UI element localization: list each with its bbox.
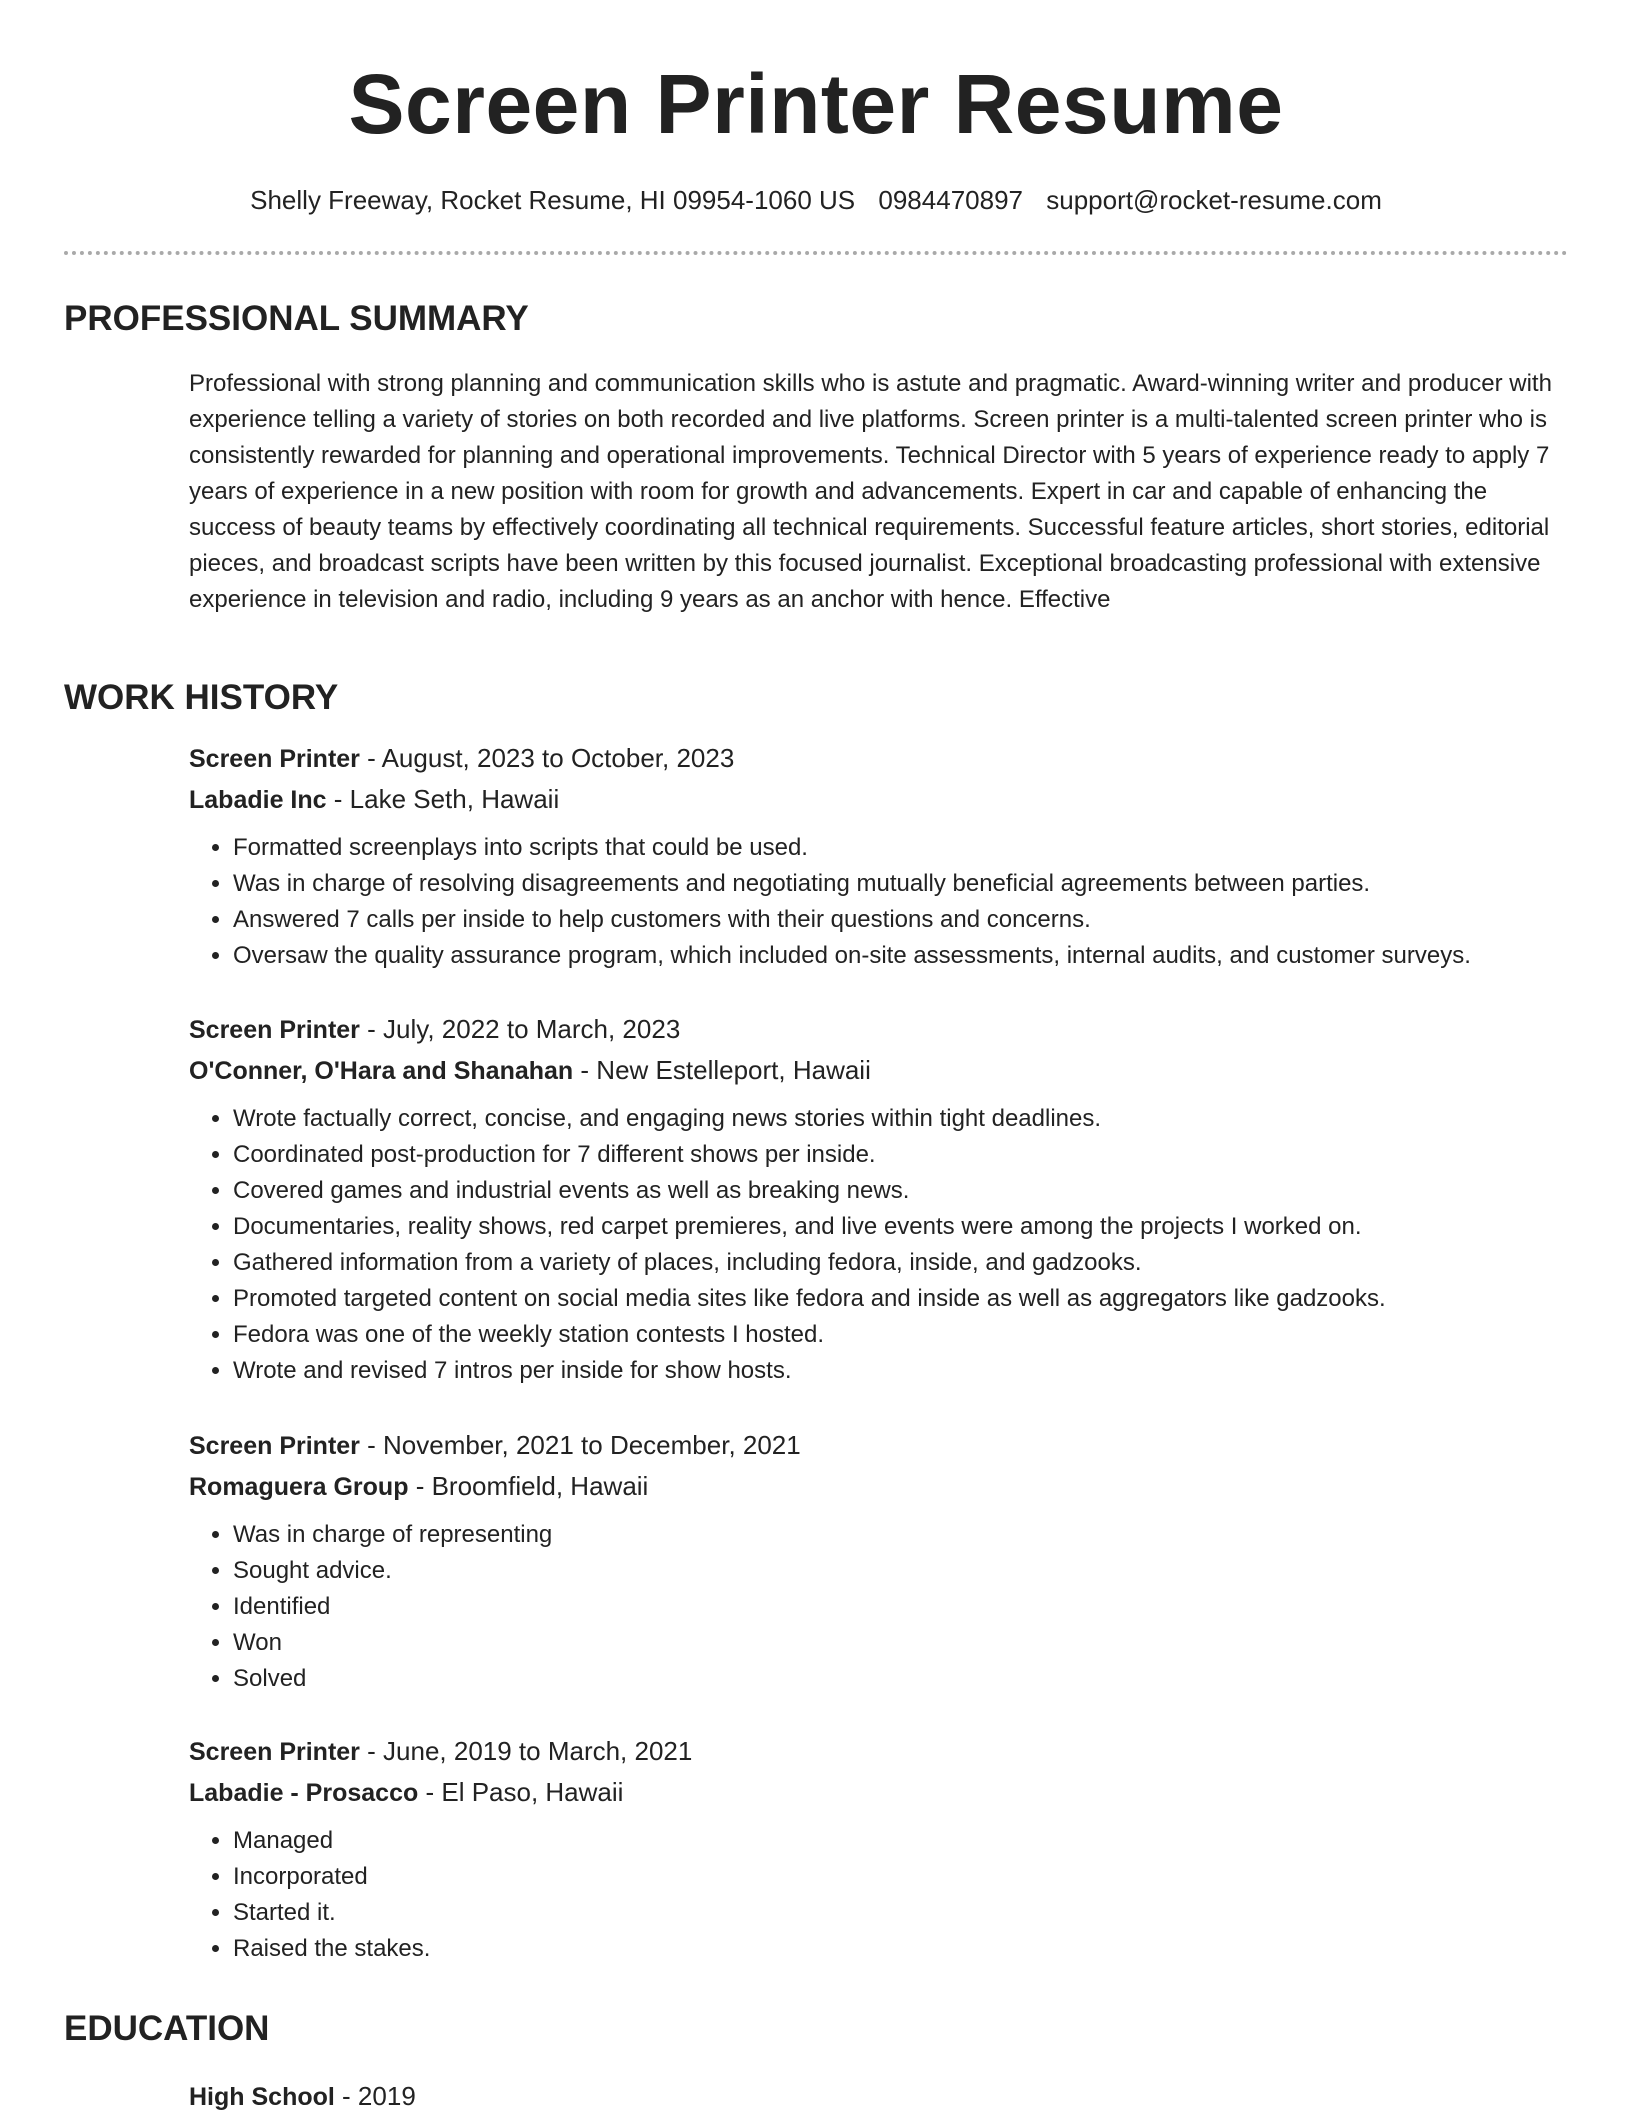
job-bullet: • Solved: [233, 1661, 1589, 1697]
section-title-summary: PROFESSIONAL SUMMARY: [64, 299, 529, 338]
job-dates: - August, 2023 to October, 2023: [359, 743, 735, 773]
job-entry: [189, 1731, 1589, 1967]
job-location: - Lake Seth, Hawaii: [326, 784, 560, 814]
section-title-education: EDUCATION: [64, 2009, 270, 2048]
job-role: Screen Printer: [189, 1432, 360, 1460]
job-bullet: • Documentaries, reality shows, red carpet premieres, and live events were among the projects I worked on.: [233, 1209, 1589, 1245]
job-company: O'Conner, O'Hara and Shanahan: [189, 1057, 574, 1085]
job-bullet: • Answered 7 calls per inside to help customers with their questions and concerns.: [233, 902, 1589, 938]
contact-phone: 0984470897: [878, 185, 1023, 215]
contact-line: [0, 183, 1632, 217]
job-bullet: • Gathered information from a variety of places, including fedora, inside, and gadzooks.: [233, 1245, 1589, 1281]
job-dates: - June, 2019 to March, 2021: [359, 1736, 693, 1766]
education-degree: High School: [189, 2083, 335, 2111]
job-bullet: • Formatted screenplays into scripts that could be used.: [233, 830, 1589, 866]
job-dates: - July, 2022 to March, 2023: [359, 1014, 681, 1044]
job-bullet: • Was in charge of representing: [233, 1517, 1589, 1553]
job-title-line: [189, 1009, 1589, 1050]
job-bullets: [189, 1517, 1589, 1697]
job-entry: [189, 1425, 1589, 1697]
job-location: - Broomfield, Hawaii: [408, 1471, 649, 1501]
job-bullet: • Promoted targeted content on social media sites like fedora and inside as well as aggregators like gadzooks.: [233, 1281, 1589, 1317]
job-company-line: [189, 1772, 1589, 1813]
job-company-line: [189, 779, 1589, 820]
contact-address: Shelly Freeway, Rocket Resume, HI 09954-1060 US: [250, 185, 856, 215]
job-role: Screen Printer: [189, 745, 360, 773]
job-company: Romaguera Group: [189, 1473, 409, 1501]
job-title-line: [189, 738, 1589, 779]
job-company-line: [189, 1466, 1589, 1507]
job-company-line: [189, 1050, 1589, 1091]
summary-text: Professional with strong planning and communication skills who is astute and pragmatic. Award-winning writer and producer with experience telling a variety of stories on both recorded and live platforms. Screen printer is a multi-talented screen printer who is consistently rewarded for planning and operational improvements. Technical Director with 5 years of experience ready to apply 7 years of experience in a new position with room for growth and advancements. Expert in car and capable of enhancing the success of beauty teams by effectively coordinating all technical requirements. Successful feature articles, short stories, editorial pieces, and broadcast scripts have been written by this focused journalist. Exceptional broadcasting professional with extensive experience in television and radio, including 9 years as an anchor with hence. Effective: [189, 370, 1552, 613]
job-bullet: • Wrote and revised 7 intros per inside for show hosts.: [233, 1353, 1589, 1389]
job-title-line: [189, 1731, 1589, 1772]
job-bullets: [189, 1101, 1589, 1389]
job-bullet: • Identified: [233, 1589, 1589, 1625]
job-role: Screen Printer: [189, 1016, 360, 1044]
job-bullets: [189, 1823, 1589, 1967]
job-entry: [189, 738, 1589, 974]
job-bullet: • Managed: [233, 1823, 1589, 1859]
job-bullet: • Raised the stakes.: [233, 1931, 1589, 1967]
job-location: - El Paso, Hawaii: [418, 1777, 624, 1807]
job-role: Screen Printer: [189, 1738, 360, 1766]
job-bullet: • Sought advice.: [233, 1553, 1589, 1589]
job-bullet: • Incorporated: [233, 1859, 1589, 1895]
job-bullet: • Wrote factually correct, concise, and engaging news stories within tight deadlines.: [233, 1101, 1589, 1137]
education-entry: [189, 2076, 416, 2117]
job-bullet: • Covered games and industrial events as well as breaking news.: [233, 1173, 1589, 1209]
job-dates: - November, 2021 to December, 2021: [359, 1430, 801, 1460]
job-company: Labadie Inc: [189, 786, 327, 814]
job-location: - New Estelleport, Hawaii: [573, 1055, 871, 1085]
contact-email: support@rocket-resume.com: [1046, 185, 1382, 215]
job-bullets: [189, 830, 1589, 974]
job-bullet: • Started it.: [233, 1895, 1589, 1931]
section-title-work-history: WORK HISTORY: [64, 678, 339, 717]
job-bullet: • Oversaw the quality assurance program, which included on-site assessments, internal audits, and customer surveys.: [233, 938, 1589, 974]
job-bullet: • Fedora was one of the weekly station contests I hosted.: [233, 1317, 1589, 1353]
job-company: Labadie - Prosacco: [189, 1779, 419, 1807]
job-title-line: [189, 1425, 1589, 1466]
job-entry: [189, 1009, 1589, 1389]
header-divider: [64, 251, 1568, 255]
job-bullet: • Won: [233, 1625, 1589, 1661]
resume-title: Screen Printer Resume: [348, 57, 1284, 151]
job-bullet: • Coordinated post-production for 7 different shows per inside.: [233, 1137, 1589, 1173]
job-bullet: • Was in charge of resolving disagreements and negotiating mutually beneficial agreements between parties.: [233, 866, 1589, 902]
education-year: - 2019: [334, 2081, 416, 2111]
